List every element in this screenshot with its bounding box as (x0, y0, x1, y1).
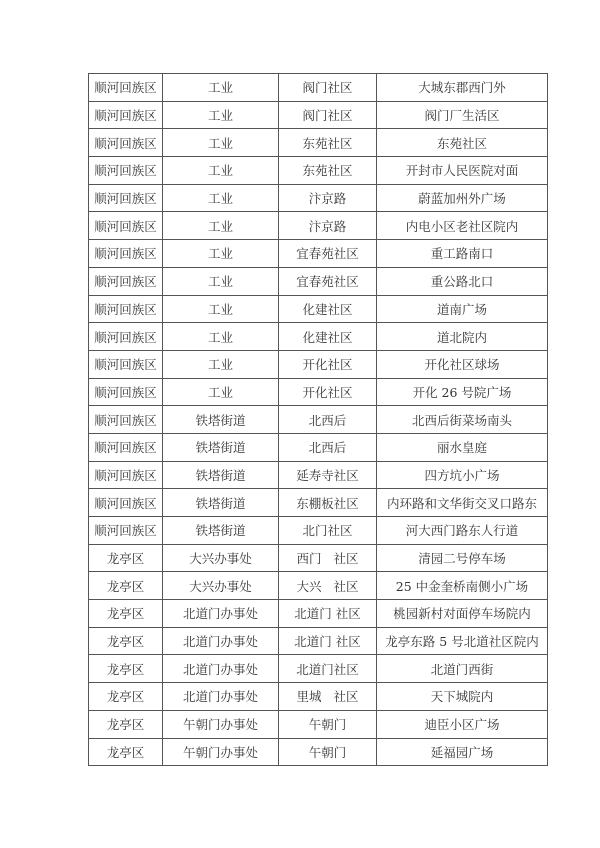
site-cell: 开化社区球场 (377, 350, 548, 378)
table-row (89, 572, 548, 600)
community-cell: 阀门社区 (279, 74, 377, 102)
office-cell: 北道门办事处 (163, 627, 279, 655)
table-row (89, 627, 548, 655)
district-cell: 顺河回族区 (89, 517, 163, 545)
office-cell: 铁塔街道 (163, 517, 279, 545)
district-cell: 龙亭区 (89, 572, 163, 600)
table-row (89, 710, 548, 738)
table-row (89, 267, 548, 295)
site-cell: 东苑社区 (377, 129, 548, 157)
community-cell: 开化社区 (279, 350, 377, 378)
site-cell: 25 中金奎桥南侧小广场 (377, 572, 548, 600)
table-row (89, 212, 548, 240)
district-cell: 龙亭区 (89, 738, 163, 766)
community-cell: 午朝门 (279, 738, 377, 766)
office-cell: 工业 (163, 74, 279, 102)
table-row (89, 433, 548, 461)
district-cell: 顺河回族区 (89, 240, 163, 268)
community-cell: 汴京路 (279, 212, 377, 240)
community-cell: 北西后 (279, 406, 377, 434)
office-cell: 午朝门办事处 (163, 710, 279, 738)
district-cell: 顺河回族区 (89, 129, 163, 157)
table-row (89, 74, 548, 102)
site-cell: 蔚蓝加州外广场 (377, 184, 548, 212)
community-cell: 北门社区 (279, 517, 377, 545)
site-cell: 河大西门路东人行道 (377, 517, 548, 545)
office-cell: 铁塔街道 (163, 461, 279, 489)
site-cell: 延福园广场 (377, 738, 548, 766)
site-cell: 重工路南口 (377, 240, 548, 268)
table-body (89, 74, 548, 766)
site-cell: 内环路和文华街交叉口路东 (377, 489, 548, 517)
table-row (89, 600, 548, 628)
district-cell: 顺河回族区 (89, 74, 163, 102)
site-cell: 重公路北口 (377, 267, 548, 295)
district-cell: 顺河回族区 (89, 212, 163, 240)
office-cell: 工业 (163, 378, 279, 406)
district-cell: 龙亭区 (89, 600, 163, 628)
site-cell: 龙亭东路 5 号北道社区院内 (377, 627, 548, 655)
office-cell: 工业 (163, 267, 279, 295)
site-cell: 道南广场 (377, 295, 548, 323)
community-cell: 里城 社区 (279, 683, 377, 711)
table-row (89, 295, 548, 323)
site-cell: 开封市人民医院对面 (377, 157, 548, 185)
community-cell: 化建社区 (279, 295, 377, 323)
community-cell: 大兴 社区 (279, 572, 377, 600)
table-row (89, 184, 548, 212)
district-cell: 龙亭区 (89, 627, 163, 655)
office-cell: 北道门办事处 (163, 683, 279, 711)
community-cell: 北道门 社区 (279, 600, 377, 628)
community-cell: 北西后 (279, 433, 377, 461)
community-cell: 阀门社区 (279, 101, 377, 129)
office-cell: 工业 (163, 212, 279, 240)
office-cell: 工业 (163, 295, 279, 323)
district-cell: 顺河回族区 (89, 184, 163, 212)
site-cell: 北西后街菜场南头 (377, 406, 548, 434)
office-cell: 工业 (163, 157, 279, 185)
community-cell: 化建社区 (279, 323, 377, 351)
site-cell: 内电小区老社区院内 (377, 212, 548, 240)
office-cell: 工业 (163, 129, 279, 157)
district-cell: 龙亭区 (89, 710, 163, 738)
office-cell: 工业 (163, 350, 279, 378)
district-cell: 顺河回族区 (89, 406, 163, 434)
office-cell: 午朝门办事处 (163, 738, 279, 766)
site-cell: 四方坑小广场 (377, 461, 548, 489)
district-cell: 龙亭区 (89, 683, 163, 711)
office-cell: 北道门办事处 (163, 600, 279, 628)
office-cell: 铁塔街道 (163, 489, 279, 517)
site-cell: 清园二号停车场 (377, 544, 548, 572)
table-row (89, 378, 548, 406)
table-row (89, 461, 548, 489)
community-cell: 东棚板社区 (279, 489, 377, 517)
table-row (89, 517, 548, 545)
community-cell: 东苑社区 (279, 129, 377, 157)
community-cell: 开化社区 (279, 378, 377, 406)
table-row (89, 350, 548, 378)
community-cell: 西门 社区 (279, 544, 377, 572)
office-cell: 铁塔街道 (163, 406, 279, 434)
community-cell: 东苑社区 (279, 157, 377, 185)
office-cell: 北道门办事处 (163, 655, 279, 683)
site-cell: 开化 26 号院广场 (377, 378, 548, 406)
community-cell: 北道门社区 (279, 655, 377, 683)
table-row (89, 101, 548, 129)
district-cell: 顺河回族区 (89, 461, 163, 489)
district-cell: 顺河回族区 (89, 489, 163, 517)
community-cell: 午朝门 (279, 710, 377, 738)
table-row (89, 544, 548, 572)
district-cell: 顺河回族区 (89, 323, 163, 351)
office-cell: 大兴办事处 (163, 572, 279, 600)
community-cell: 汴京路 (279, 184, 377, 212)
district-cell: 顺河回族区 (89, 350, 163, 378)
district-cell: 顺河回族区 (89, 157, 163, 185)
site-cell: 北道门西街 (377, 655, 548, 683)
office-cell: 铁塔街道 (163, 433, 279, 461)
table-row (89, 655, 548, 683)
office-cell: 工业 (163, 184, 279, 212)
table-row (89, 683, 548, 711)
site-cell: 迪臣小区广场 (377, 710, 548, 738)
community-cell: 延寿寺社区 (279, 461, 377, 489)
table-row (89, 489, 548, 517)
community-cell: 北道门 社区 (279, 627, 377, 655)
community-cell: 宜春苑社区 (279, 240, 377, 268)
table-row (89, 157, 548, 185)
office-cell: 工业 (163, 323, 279, 351)
district-cell: 顺河回族区 (89, 378, 163, 406)
district-cell: 顺河回族区 (89, 295, 163, 323)
office-cell: 工业 (163, 240, 279, 268)
district-cell: 顺河回族区 (89, 267, 163, 295)
site-cell: 阀门厂生活区 (377, 101, 548, 129)
table-row (89, 129, 548, 157)
site-cell: 大城东郡西门外 (377, 74, 548, 102)
district-cell: 龙亭区 (89, 544, 163, 572)
site-cell: 桃园新村对面停车场院内 (377, 600, 548, 628)
site-cell: 道北院内 (377, 323, 548, 351)
table-row (89, 240, 548, 268)
district-cell: 顺河回族区 (89, 101, 163, 129)
location-table (88, 73, 548, 766)
district-cell: 顺河回族区 (89, 433, 163, 461)
table-row (89, 406, 548, 434)
office-cell: 大兴办事处 (163, 544, 279, 572)
table-row (89, 738, 548, 766)
table-row (89, 323, 548, 351)
site-cell: 天下城院内 (377, 683, 548, 711)
community-cell: 宜春苑社区 (279, 267, 377, 295)
district-cell: 龙亭区 (89, 655, 163, 683)
office-cell: 工业 (163, 101, 279, 129)
site-cell: 丽水皇庭 (377, 433, 548, 461)
